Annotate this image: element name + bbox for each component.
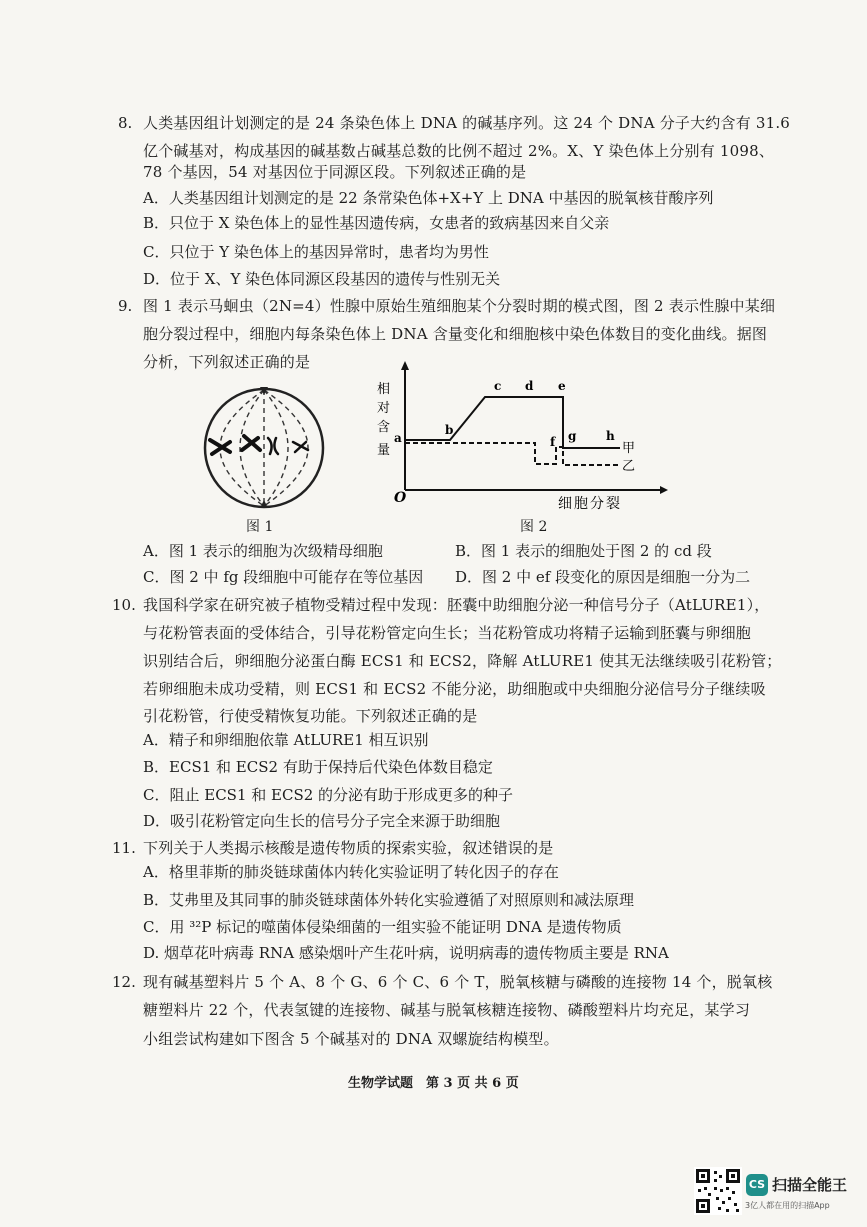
q9-line-3: 分析，下列叙述正确的是 [143, 353, 311, 371]
point-d: d [525, 379, 534, 393]
chromosome-small-1 [268, 438, 272, 454]
q10-line-1: 我国科学家在研究被子植物受精过程中发现：胚囊中助细胞分泌一种信号分子（AtLURE1）， [143, 596, 770, 614]
q9-option-a: A．图 1 表示的细胞为次级精母细胞 [143, 542, 383, 560]
figure-2-chart [360, 360, 670, 510]
q9-line-2: 胞分裂过程中，细胞内每条染色体上 DNA 含量变化和细胞核中染色体数目的变化曲线。据图 [143, 325, 768, 343]
series-yi-line [405, 443, 620, 465]
series-jia-label: 甲 [622, 441, 636, 456]
q11-number: 11. [112, 839, 136, 857]
y-axis-arrow [401, 361, 409, 370]
q10-option-d: D．吸引花粉管定向生长的信号分子完全来源于助细胞 [143, 812, 501, 830]
q9-option-d: D．图 2 中 ef 段变化的原因是细胞一分为二 [455, 568, 751, 586]
q10-line-4: 若卵细胞未成功受精，则 ECS1 和 ECS2 不能分泌，助细胞或中央细胞分泌信号分子继续吸 [143, 680, 766, 698]
point-c: c [494, 379, 502, 393]
q11-line-1: 下列关于人类揭示核酸是遗传物质的探索实验，叙述错误的是 [143, 839, 554, 857]
q10-option-b: B．ECS1 和 ECS2 有助于保持后代染色体数目稳定 [143, 758, 493, 776]
q8-line-1: 人类基因组计划测定的是 24 条染色体上 DNA 的碱基序列。这 24 个 DNA 分子大约含有 31.6 [143, 114, 791, 132]
q10-line-3: 识别结合后，卵细胞分泌蛋白酶 ECS1 和 ECS2，降解 AtLURE1 使其无法继续吸引花粉管； [143, 652, 782, 670]
q11-option-c: C．用 ³²P 标记的噬菌体侵染细菌的一组实验不能证明 DNA 是遗传物质 [143, 918, 622, 936]
series-yi-label: 乙 [622, 459, 636, 474]
q8-line-2: 亿个碱基对，构成基因的碱基数占碱基总数的比例不超过 2%。X、Y 染色体上分别有 1098、 [143, 142, 775, 160]
q9-number: 9. [118, 297, 133, 315]
scanner-app-title: 扫描全能王 [772, 1176, 848, 1194]
origin-label: O [394, 490, 407, 506]
y-label-4: 量 [377, 443, 391, 458]
q10-line-2: 与花粉管表面的受体结合，引导花粉管定向生长；当花粉管成功将精子运输到胚囊与卵细胞 [143, 624, 752, 642]
q10-option-c: C．阻止 ECS1 和 ECS2 的分泌有助于形成更多的种子 [143, 786, 514, 804]
q8-option-b: B．只位于 X 染色体上的显性基因遗传病，女患者的致病基因来自父亲 [143, 214, 610, 232]
figure-1-caption: 图 1 [246, 519, 274, 535]
q10-number: 10. [112, 596, 136, 614]
y-label-3: 含 [377, 420, 391, 435]
point-g: g [568, 429, 577, 443]
y-label-2: 对 [377, 401, 391, 416]
q11-option-a: A．格里菲斯的肺炎链球菌体内转化实验证明了转化因子的存在 [143, 863, 559, 881]
q9-option-c: C．图 2 中 fg 段细胞中可能存在等位基因 [143, 568, 424, 586]
q8-number: 8. [118, 114, 133, 132]
qr-code-icon [694, 1167, 742, 1215]
q11-option-d: D. 烟草花叶病毒 RNA 感染烟叶产生花叶病，说明病毒的遗传物质主要是 RNA [143, 944, 669, 962]
y-label-1: 相 [377, 382, 391, 397]
series-jia-line [405, 397, 620, 448]
q8-line-3: 78 个基因，54 对基因位于同源区段。下列叙述正确的是 [143, 163, 527, 181]
x-axis-arrow [660, 486, 668, 494]
q10-line-5: 引花粉管，行使受精恢复功能。下列叙述正确的是 [143, 707, 478, 725]
point-h: h [606, 429, 615, 443]
q8-option-a: A．人类基因组计划测定的是 22 条常染色体+X+Y 上 DNA 中基因的脱氧核苷酸序列 [143, 189, 714, 207]
q12-number: 12. [112, 973, 136, 991]
chromosome-small-2 [274, 438, 278, 454]
point-e: e [558, 379, 566, 393]
point-f: f [550, 435, 556, 449]
point-b: b [445, 423, 454, 437]
q11-option-b: B．艾弗里及其同事的肺炎链球菌体外转化实验遵循了对照原则和减法原理 [143, 891, 635, 909]
chromosomes [210, 436, 260, 454]
q9-option-b: B．图 1 表示的细胞处于图 2 的 cd 段 [455, 542, 712, 560]
q9-line-1: 图 1 表示马蛔虫（2N=4）性腺中原始生殖细胞某个分裂时期的模式图，图 2 表示性腺中某细 [143, 297, 776, 315]
scanner-logo-icon: CS [746, 1174, 768, 1196]
q10-option-a: A．精子和卵细胞依靠 AtLURE1 相互识别 [143, 731, 429, 749]
figure-1-cell [200, 380, 330, 515]
x-axis-label: 细胞分裂 [558, 496, 622, 510]
scanner-app-subtitle: 3亿人都在用的扫描App [745, 1201, 830, 1210]
q12-line-3: 小组尝试构建如下图含 5 个碱基对的 DNA 双螺旋结构模型。 [143, 1030, 559, 1048]
figure-2-caption: 图 2 [520, 519, 548, 535]
point-a: a [394, 431, 402, 445]
spindle-fibers [220, 390, 308, 506]
q8-option-d: D．位于 X、Y 染色体同源区段基因的遗传与性别无关 [143, 270, 501, 288]
q12-line-1: 现有碱基塑料片 5 个 A、8 个 G、6 个 C、6 个 T，脱氧核糖与磷酸的连接物 14 个，脱氧核 [143, 973, 773, 991]
q8-option-c: C．只位于 Y 染色体上的基因异常时，患者均为男性 [143, 243, 489, 261]
q12-line-2: 糖塑料片 22 个，代表氢键的连接物、碱基与脱氧核糖连接物、磷酸塑料片均充足，某学习 [143, 1001, 751, 1019]
page-footer: 生物学试题 第 3 页 共 6 页 [348, 1076, 519, 1091]
